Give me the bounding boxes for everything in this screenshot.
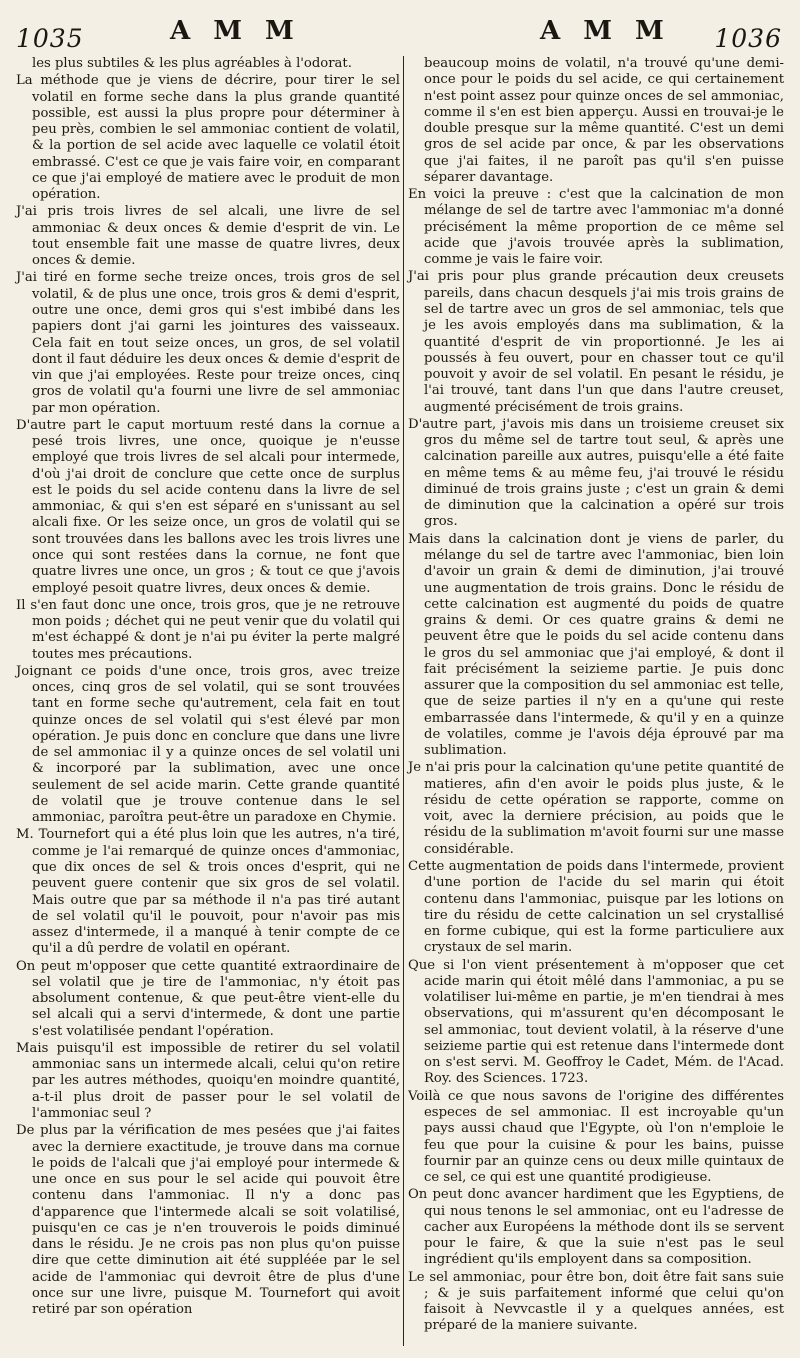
paragraph: beaucoup moins de volatil, n'a trouvé qu'une demi-once pour le poids du sel acide, ce qui certainement n'est point assez pour quinze onces de sel ammoniac, comme il s'en est bien apperçu. Aussi en trouvai-je le double presque sur la même quantité. C'est un demi gros de sel acide par once, & par les observations que j'ai faites, il ne paroît pas qu'il s'en puisse séparer davantage. <box>424 56 784 185</box>
paragraph: Cette augmentation de poids dans l'intermede, provient d'une portion de l'acide du sel marin qui étoit contenu dans l'ammoniac, puisque par les lotions on tire du résidu de cette calcination un sel crystallisé en forme cubique, qui est la forme particuliere aux crystaux de sel marin. <box>408 859 784 956</box>
page-header <box>0 10 800 54</box>
paragraph: La méthode que je viens de décrire, pour tirer le sel volatil en forme seche dans la plus grande quantité possible, est aussi la plus propre pour déterminer à peu près, combien le sel ammoniac contient de volatil, & la portion de sel acide avec laquelle ce volatil étoit embrassé. C'est ce que je vais faire voir, en comparant ce que j'ai employé de matiere avec le produit de mon opération. <box>16 73 400 203</box>
left-column <box>16 56 400 1319</box>
paragraph: Joignant ce poids d'une once, trois gros, avec treize onces, cinq gros de sel volatil, qui se sont trouvées tant en forme seche qu'autrement, cela fait en tout quinze onces de sel volatil qui s'est élevé par mon opération. Je puis donc en conclure que dans une livre de sel ammoniac il y a quinze onces de sel volatil uni & incorporé par la sublimation, avec une once seulement de sel acide marin. Cette grande quantité de volatil que je trouve contenue dans le sel ammoniac, paroîtra peut-être un paradoxe en Chymie. <box>16 663 400 826</box>
paragraph: En voici la preuve : c'est que la calcination de mon mélange de sel de tartre avec l'ammoniac m'a donné précisément la même proportion de ce même sel acide que j'avois trouvée après la sublimation, comme je vais le faire voir. <box>408 187 784 268</box>
running-headword-left: A M M <box>170 16 301 46</box>
paragraph: Voilà ce que nous savons de l'origine des différentes especes de sel ammoniac. Il est incroyable qu'un pays aussi chaud que l'Egypte, où l'on n'emploie le feu que pour la cuisine & pour les bains, puisse fournir par an quinze cens ou deux mille quintaux de ce sel, ce qui est une quantité prodigieuse. <box>408 1088 784 1186</box>
paragraph: les plus subtiles & les plus agréables à l'odorat. <box>32 56 352 71</box>
paragraph: Il s'en faut donc une once, trois gros, que je ne retrouve mon poids ; déchet qui ne peut venir que du volatil qui m'est échappé & dont je n'ai pu éviter la perte malgré toutes mes précautions. <box>16 597 400 662</box>
right-column <box>408 56 784 1336</box>
paragraph: Mais dans la calcination dont je viens de parler, du mélange du sel de tartre avec l'ammoniac, bien loin d'avoir un grain & demi de diminution, j'ai trouvé une augmentation de trois grains. Donc le résidu de cette calcination est augmenté du poids de quatre grains & demi. Or ces quatre grains & demi ne peuvent être que le poids du sel acide contenu dans le gros du sel ammoniac que j'ai employé, & dont il fait précisément la seizieme partie. Je puis donc assurer que la composition du sel ammoniac est telle, que de seize parties il n'y en a qu'une qui reste embarrassée dans l'intermede, & qu'il y en a quinze de volatiles, comme je l'avois déja éprouvé par ma sublimation. <box>408 531 784 759</box>
paragraph: J'ai pris pour plus grande précaution deux creusets pareils, dans chacun desquels j'ai mis trois grains de sel de tartre avec un gros de sel ammoniac, tels que je les avois employés dans ma sublimation, & la quantité d'esprit de vin proportionné. Je les ai poussés à feu ouvert, pour en chasser tout ce qu'il pouvoit y avoir de sel volatil. En pesant le résidu, je l'ai trouvé, tant dans l'un que dans l'autre creuset, augmenté précisément de trois grains. <box>408 269 784 415</box>
paragraph: Je n'ai pris pour la calcination qu'une petite quantité de matieres, afin d'en avoir le poids plus juste, & le résidu de cette opération se rapporte, comme on voit, avec la derniere précision, au poids que le résidu de la sublimation m'avoit fourni sur une masse considérable. <box>408 760 784 857</box>
paragraph: Mais puisqu'il est impossible de retirer du sel volatil ammoniac sans un intermede alcali, celui qu'on retire par les autres méthodes, quoiqu'en moindre quantité, a-t-il plus droit de passer pour le sel volatil de l'ammoniac seul ? <box>16 1040 400 1121</box>
paragraph: On peut donc avancer hardiment que les Egyptiens, de qui nous tenons le sel ammoniac, ont eu l'adresse de cacher aux Européens la méthode dont ils se servent pour le faire, & que la suie n'est pas le seul ingrédient qu'ils employent dans sa composition. <box>408 1187 784 1268</box>
paragraph: M. Tournefort qui a été plus loin que les autres, n'a tiré, comme je l'ai remarqué de quinze onces d'ammoniac, que dix onces de sel & trois onces d'esprit, qui ne peuvent guere contenir que six gros de sel volatil. Mais outre que par sa méthode il n'a pas tiré autant de sel volatil qu'il le pouvoit, pour n'avoir pas mis assez d'intermede, il a manqué à tenir compte de ce qu'il a dû perdre de volatil en opérant. <box>16 827 400 957</box>
paragraph: J'ai tiré en forme seche treize onces, trois gros de sel volatil, & de plus une once, trois gros & demi d'esprit, outre une once, demi gros qui s'est imbibé dans les papiers dont j'ai garni les jointures des vaisseaux. Cela fait en tout seize onces, un gros, de sel volatil dont il faut déduire les deux onces & demie d'esprit de vin que j'ai employées. Reste pour treize onces, cinq gros de volatil qu'a fourni une livre de sel ammoniac par mon opération. <box>16 270 400 416</box>
paragraph: De plus par la vérification de mes pesées que j'ai faites avec la derniere exactitude, je trouve dans ma cornue le poids de l'alcali que j'ai employé pour intermede & une once en sus pour le sel acide qui pouvoit être contenu dans l'ammoniac. Il n'y a donc pas d'apparence que l'intermede alcali se soit volatilisé, puisqu'en ce cas je n'en trouverois le poids diminué dans le résidu. Je ne crois pas non plus qu'on puisse dire que cette diminution ait été suppléée par le sel acide de l'ammoniac qui devroit être de plus d'une once sur une livre, puisque M. Tournefort qui avoit retiré par son opération <box>16 1123 400 1318</box>
paragraph: D'autre part, j'avois mis dans un troisieme creuset six gros du même sel de tartre tout seul, & après une calcination pareille aux autres, puisqu'elle a été faite en même tems & au même feu, j'ai trouvé le résidu diminué de trois grains juste ; c'est un grain & demi de diminution que la calcination a opéré sur trois gros. <box>408 416 784 530</box>
paragraph: Le sel ammoniac, pour être bon, doit être fait sans suie ; & je suis parfaitement informé que celui qu'on faisoit à Nevvcastle il y a quelques années, est préparé de la maniere suivante. <box>408 1269 784 1334</box>
paragraph: On peut m'opposer que cette quantité extraordinaire de sel volatil que je tire de l'ammoniac, n'y étoit pas absolument contenue, & que peut-être vient-elle du sel alcali qui a servi d'intermede, & dont une partie s'est volatilisée pendant l'opération. <box>16 958 400 1039</box>
paragraph: Que si l'on vient présentement à m'opposer que cet acide marin qui étoit mêlé dans l'ammoniac, a pu se volatiliser lui-même en partie, je m'en tiendrai à mes observations, qui m'assurent qu'en décomposant le sel ammoniac, tout devient volatil, à la réserve d'une seizieme partie qui est retenue dans l'intermede dont on s'est servi. M. Geoffroy le Cadet, Mém. de l'Acad. Roy. des Sciences. 1723. <box>408 957 784 1087</box>
page-number-left: 1035 <box>16 24 84 53</box>
paragraph: J'ai pris trois livres de sel alcali, une livre de sel ammoniac & deux onces & demie d'esprit de vin. Le tout ensemble fait une masse de quatre livres, deux onces & demie. <box>16 204 400 269</box>
running-headword-right: A M M <box>540 16 671 46</box>
paragraph: D'autre part le caput mortuum resté dans la cornue a pesé trois livres, une once, quoique je n'eusse employé que trois livres de sel alcali pour intermede, d'où j'ai droit de conclure que cette once de surplus est le poids du sel acide contenu dans la livre de sel ammoniac, & qui s'en est séparé en s'unissant au sel alcali fixe. Or les seize once, un gros de volatil qui se sont trouvées dans les ballons avec les trois livres une once qui sont restées dans la cornue, ne font que quatre livres une once, un gros ; & tout ce que j'avois employé pesoit quatre livres, deux onces & demie. <box>16 417 400 596</box>
page-number-right: 1036 <box>714 24 782 53</box>
column-rule <box>403 56 404 1346</box>
